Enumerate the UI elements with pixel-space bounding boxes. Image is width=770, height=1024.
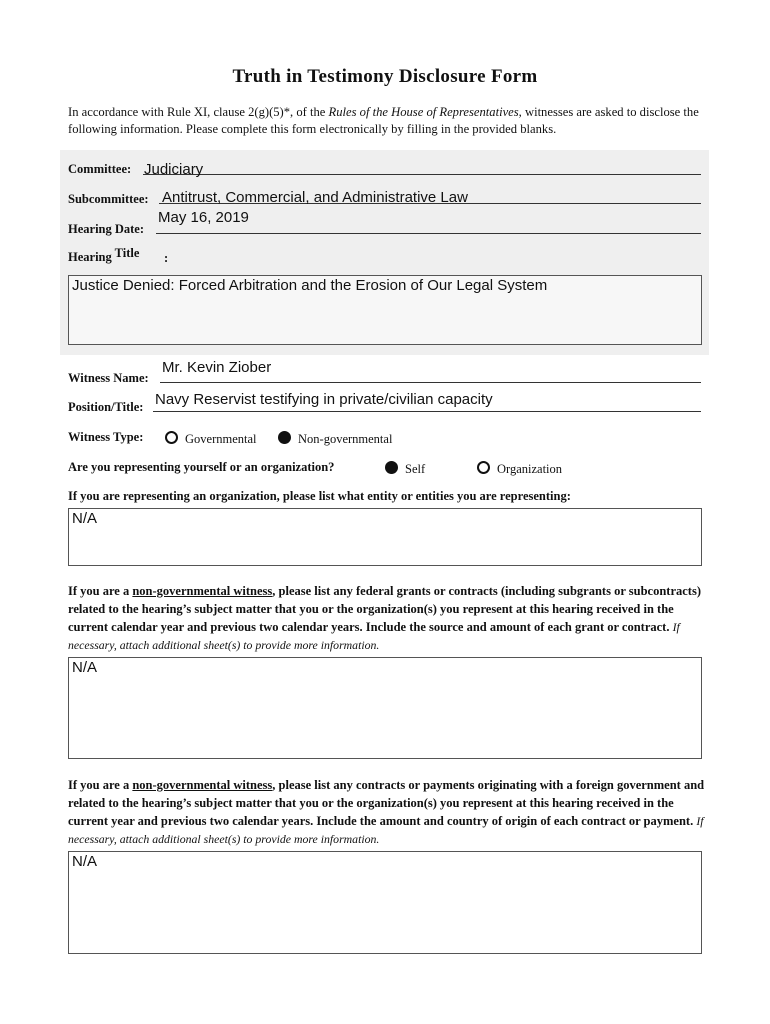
foreign-q-link: non-governmental witness <box>132 778 273 792</box>
grants-q-pre: If you are a <box>68 584 133 598</box>
hearing-title-label-a: Hearing <box>68 250 115 264</box>
radio-organization[interactable] <box>477 461 490 474</box>
hearing-date-label: Hearing Date: <box>68 222 145 236</box>
committee-label: Committee: <box>68 162 132 176</box>
intro-paragraph <box>68 104 708 138</box>
grants-q-post: , please list any federal grants or contracts (including subgrants or subcontracts) related to the hearing’s subject matter that you or the organization(s) you represent at this hearing received in the current calendar year and previous two calendar years. Include the source and amount of each grant or contract. <box>68 584 701 634</box>
witness-name-underline <box>160 382 701 383</box>
organization-question: If you are representing an organization, please list what entity or entities you are representing: <box>68 489 571 503</box>
grants-q-link: non-governmental witness <box>132 584 273 598</box>
foreign-field[interactable] <box>68 851 702 954</box>
witness-type-governmental[interactable] <box>165 430 257 448</box>
radio-self[interactable] <box>385 461 398 474</box>
organization-answer: N/A <box>72 510 98 527</box>
representing-self[interactable] <box>385 460 425 478</box>
subcommittee-field[interactable]: Antitrust, Commercial, and Administrative Law <box>162 189 468 206</box>
hearing-date-field[interactable]: May 16, 2019 <box>158 209 249 226</box>
witness-name-field[interactable]: Mr. Kevin Ziober <box>162 359 272 376</box>
witness-name-label: Witness Name: <box>68 371 149 385</box>
governmental-option-label: Governmental <box>185 432 257 446</box>
intro-rules: Rules of the House of Representatives <box>328 105 519 119</box>
form-title: Truth in Testimony Disclosure Form <box>232 66 538 87</box>
representing-organization[interactable] <box>477 460 562 478</box>
position-title-label: Position/Title: <box>68 400 144 414</box>
hearing-title-label-b: Title <box>114 246 140 260</box>
radio-governmental[interactable] <box>165 431 178 444</box>
foreign-q-pre: If you are a <box>68 778 133 792</box>
grants-question <box>68 582 708 654</box>
hearing-date-underline <box>156 233 701 234</box>
radio-non-governmental[interactable] <box>278 431 291 444</box>
position-title-underline <box>153 411 701 412</box>
grants-field[interactable] <box>68 657 702 759</box>
hearing-title-label <box>68 246 140 265</box>
witness-type-non-governmental[interactable] <box>278 430 392 448</box>
foreign-answer: N/A <box>72 853 98 870</box>
hearing-title-colon: : <box>164 251 169 265</box>
organization-option-label: Organization <box>497 462 563 476</box>
position-title-field[interactable]: Navy Reservist testifying in private/civilian capacity <box>155 391 493 408</box>
committee-field[interactable]: Judiciary <box>144 161 204 178</box>
committee-underline <box>143 174 701 175</box>
representing-label: Are you representing yourself or an organization? <box>68 460 335 474</box>
intro-pre: In accordance with Rule XI, clause 2(g)(5)*, of the <box>68 105 329 119</box>
foreign-q-note: If necessary, attach additional sheet(s) to provide more information. <box>68 814 704 846</box>
hearing-title-field[interactable] <box>68 275 702 345</box>
subcommittee-label: Subcommittee: <box>68 192 149 206</box>
foreign-question <box>68 776 708 848</box>
grants-answer: N/A <box>72 659 98 676</box>
witness-type-label: Witness Type: <box>68 430 144 444</box>
intro-post: , witnesses are asked to disclose the following information. Please complete this form electronically by filling in the provided blanks. <box>68 105 699 136</box>
self-option-label: Self <box>405 462 426 476</box>
non-governmental-option-label: Non-governmental <box>298 432 393 446</box>
foreign-q-post: , please list any contracts or payments originating with a foreign government and related to the hearing’s subject matter that you or the organization(s) you represent at this hearing received in the current year and previous two calendar years. Include the amount and country of origin of each contract or payment. <box>68 778 705 828</box>
organization-field[interactable] <box>68 508 702 566</box>
hearing-title-value: Justice Denied: Forced Arbitration and the Erosion of Our Legal System <box>72 277 548 294</box>
grants-q-note: If necessary, attach additional sheet(s) to provide more information. <box>68 620 680 652</box>
